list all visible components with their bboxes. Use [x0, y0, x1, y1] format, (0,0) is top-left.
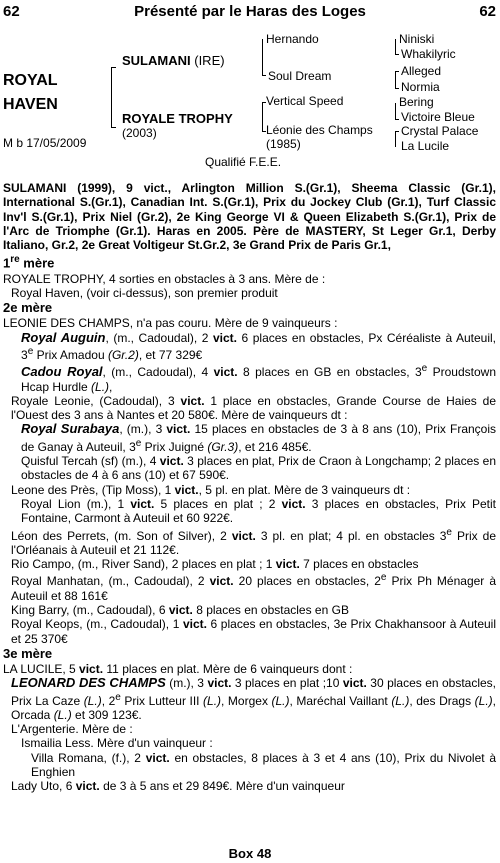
pedigree-dam-dam: Léonie des Champs: [266, 123, 373, 137]
pedigree-dam-dam-year: (1985): [266, 137, 301, 151]
second-dam-heading: 2e mère: [3, 300, 53, 316]
produce-royal-lion: Royal Lion (m.), 1 vict. 5 places en plat ; 2 vict. 3 places en obstacles, Prix Petit Fontaine, Carmont à Auteuil et 60 922€.: [21, 496, 497, 526]
produce-quisful-tercah: Quisful Tercah (sf) (m.), 4 vict. 3 places en plat, Prix de Craon à Longchamp; 2 places en obstacles de 4 à 6 ans (10) et 67 590€.: [21, 454, 496, 483]
pedigree-sire-sire: Hernando: [266, 32, 319, 46]
pedigree-dsd: Victoire Bleue: [401, 110, 475, 124]
first-dam-heading: 1re mère: [3, 254, 55, 271]
pedigree-ssd: Whakilyric: [401, 47, 456, 61]
produce-royal-manhatan: Royal Manhatan, (m., Cadoudal), 2 vict. 20 places en obstacles, 2e Prix Ph Ménager à Auteuil et 88 161€: [11, 572, 496, 603]
pedigree-ddd: La Lucile: [401, 139, 450, 153]
box-number: Box 48: [228, 846, 272, 861]
first-dam-intro: ROYALE TROPHY, 4 sorties en obstacles à 3 ans. Mère de :: [3, 271, 326, 286]
produce-lady-uto: Lady Uto, 6 vict. de 3 à 5 ans et 29 849€. Mère d'un vainqueur: [11, 779, 345, 794]
produce-royal-auguin: Royal Auguin, (m., Cadoudal), 2 vict. 6 places en obstacles, Px Céréaliste à Auteuil, 3e Prix Amadou (Gr.2), et 77 329€: [21, 329, 497, 362]
catalogue-body: [3, 181, 496, 794]
pedigree-dss: Bering: [399, 95, 434, 109]
produce-cadou-royal: Cadou Royal, (m., Cadoudal), 4 vict. 8 places en GB en obstacles, 3e Proudstown Hcap Hurdle (L.),: [21, 363, 496, 394]
produce-rio-campo: Rio Campo, (m., River Sand), 2 places en plat ; 1 vict. 7 places en obstacles: [11, 557, 419, 572]
produce-leone-des-pres: Leone des Près, (Tip Moss), 1 vict., 5 pl. en plat. Mère de 3 vainqueurs dt :: [11, 482, 411, 497]
pedigree-sire-dam: Soul Dream: [268, 69, 332, 83]
produce-ismailia-less: Ismailia Less. Mère d'un vainqueur :: [21, 736, 213, 751]
third-dam-heading: 3e mère: [3, 645, 53, 661]
produce-royal-surabaya: Royal Surabaya, (m.), 3 vict. 15 places en obstacles de 3 à 8 ans (10), Prix François de Ganay à Auteuil, 3e Prix Juigné (Gr.3), et 216 485€.: [21, 421, 497, 454]
produce-king-barry: King Barry, (m., Cadoudal), 6 vict. 8 places en obstacles en GB: [11, 603, 349, 618]
pedigree-dam-sire: Vertical Speed: [266, 94, 344, 108]
pedigree-dam-year: (2003): [122, 126, 157, 140]
pedigree-dam: ROYALE TROPHY: [122, 111, 233, 126]
second-dam-intro: LEONIE DES CHAMPS, n'a pas couru. Mère de 9 vainqueurs :: [3, 316, 338, 331]
lot-number-left: 62: [3, 3, 20, 20]
produce-leonard-des-champs: LEONARD DES CHAMPS (m.), 3 vict. 3 places en plat ;10 vict. 30 places en obstacles, Prix La Caze (L.), 2e Prix Lutteur III (L.), Morgex (L.), Maréchal Vaillant (L.), des Drags (L.), Orcada (L.) et 309 123€.: [11, 675, 497, 722]
pedigree-sss: Niniski: [399, 32, 435, 46]
produce-royal-keops: Royal Keops, (m., Cadoudal), 1 vict. 6 places en obstacles, 3e Prix Chakhansoor à Auteuil et 25 370€: [11, 617, 497, 646]
first-dam-produce: Royal Haven, (voir ci-dessus), son premier produit: [11, 286, 278, 301]
pedigree-dds: Crystal Palace: [401, 124, 479, 138]
sire-description: SULAMANI (1999), 9 vict., Arlington Million S.(Gr.1), Sheema Classic (Gr.1), International S.(Gr.1), Canadian Int. S.(Gr.1), Prix du Jockey Club (Gr.1), Turf Classic Inv'l S.(Gr.1), Prix Niel (Gr.2), 2e King George VI & Queen Elizabeth S.(Gr.1), Prix de l'Arc de Triomphe (Gr.1). Haras en 2005. Père de MASTERY, St Leger Gr.1, Derby Italiano, Gr.2, 2e Great Voltigeur St.Gr.2, 3e Grand Prix de Paris Gr.1,: [3, 181, 496, 253]
horse-name-line1: ROYAL: [3, 72, 58, 89]
horse-name-line2: HAVEN: [3, 96, 58, 113]
produce-villa-romana: Villa Romana, (f.), 2 vict. en obstacles, 8 places à 3 et 4 ans (10), Prix du Nivolet à Enghien: [31, 750, 496, 780]
pedigree-sdd: Normia: [401, 80, 440, 94]
third-dam-intro: LA LUCILE, 5 vict. 11 places en plat. Mère de 6 vainqueurs dont :: [3, 661, 353, 676]
page-title: Présenté par le Haras des Loges: [134, 3, 366, 20]
sex-birthdate: M b 17/05/2009: [3, 136, 87, 150]
produce-leon-des-perrets: Léon des Perrets, (m. Son of Silver), 2 vict. 3 pl. en plat; 4 pl. en obstacles 3e Prix de l'Orléanais à Auteuil et 21 112€.: [11, 526, 497, 557]
pedigree-sire: SULAMANI (IRE): [122, 53, 225, 68]
produce-l-argenterie: L'Argenterie. Mère de :: [11, 722, 133, 737]
lot-number-right: 62: [479, 3, 496, 20]
qualification: Qualifié F.E.E.: [205, 155, 282, 169]
produce-royale-leonie: Royale Leonie, (Cadoudal), 3 vict. 1 place en obstacles, Grande Course de Haies de l'Ouest des 3 ans à Nantes et 20 580€. Mère de vainqueurs dt :: [11, 393, 497, 423]
pedigree-sds: Alleged: [401, 64, 442, 78]
